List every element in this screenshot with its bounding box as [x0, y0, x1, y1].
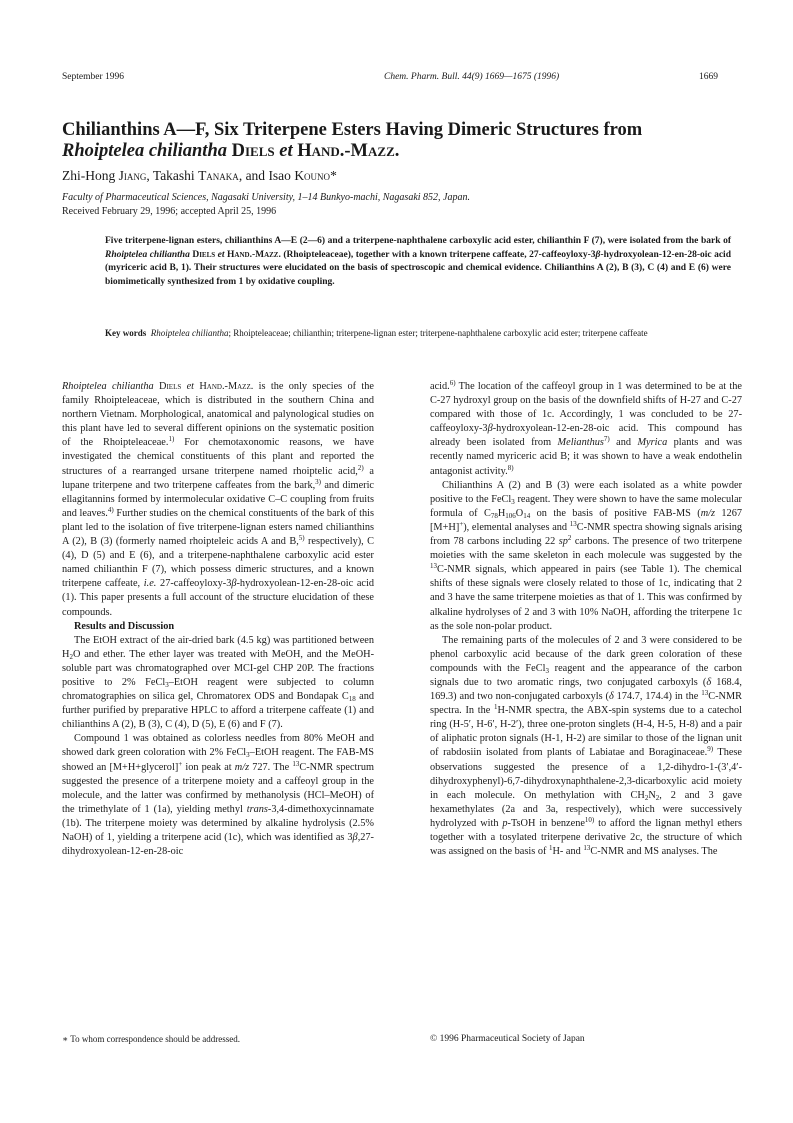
- subscript: 2: [655, 793, 660, 802]
- et: et: [186, 381, 195, 392]
- title-authority-diels: Diels: [231, 141, 275, 161]
- text: and: [609, 437, 638, 449]
- title-authority-hand: Hand.-Mazz.: [297, 141, 400, 161]
- superscript: 2: [567, 534, 572, 543]
- subscript: 14: [523, 511, 531, 520]
- abstract-authority: Diels: [189, 249, 218, 260]
- keywords: [105, 327, 731, 340]
- ref-mark: 8): [507, 463, 514, 472]
- abstract-text: (Rhoipteleaceae), together with a known triterpene caffeate, 27-caffeoyloxy-3: [280, 249, 596, 260]
- header-journal: Chem. Pharm. Bull. 44(9) 1669—1675 (1996): [384, 72, 560, 82]
- subscript: 78: [490, 511, 498, 520]
- correspondence-footnote: ∗ To whom correspondence should be addressed.: [62, 1034, 241, 1044]
- header-page-number: 1669: [699, 72, 718, 82]
- beta: β: [352, 832, 358, 843]
- sp: sp: [558, 536, 568, 548]
- intro-paragraph: [62, 380, 374, 620]
- keywords-label: Key words: [105, 328, 147, 338]
- ref-mark: 2): [357, 463, 364, 472]
- delta: δ: [608, 691, 614, 703]
- subscript: 2: [69, 652, 73, 661]
- chilianthins-ab-paragraph: [430, 479, 742, 634]
- subscript: 3: [511, 497, 515, 506]
- section-heading: Results and Discussion: [74, 620, 175, 632]
- trans: trans: [246, 803, 268, 815]
- keywords-list: ; Rhoipteleaceae; chilianthin; triterpene-lignan ester; triterpene-naphthalene carboxylic acid ester; triterpene caffeate: [228, 328, 648, 338]
- text: The remaining parts of the molecules of 2 and 3 were considered to be phenol carboxylic acid because of the dark green coloration of these compounds with the FeCl: [430, 634, 742, 674]
- subscript: 3: [246, 751, 250, 760]
- superscript: 13: [292, 759, 300, 768]
- superscript: 1: [494, 703, 498, 712]
- subscript: 3: [165, 680, 169, 689]
- superscript: +: [178, 759, 183, 768]
- beta: β: [231, 578, 237, 590]
- text: and further purified by preparative HPLC to afford a triterpene caffeate (1) and chilianthins A (2), B (3), C (4), D (5), E (6) and F (7).: [62, 691, 374, 731]
- text: C-NMR spectrum suggested the presence of a triterpene moiety and a caffeoyl group in the molecule, and the latter was confirmed by methanolysis (HCl–MeOH) of the trimethylate of 1 (1a), yielding methyl: [62, 761, 374, 815]
- mz: m/z: [234, 761, 250, 773]
- author-family: Tanaka: [198, 168, 239, 183]
- title-line1: Chilianthins A—F, Six Triterpene Esters Having Dimeric Structures from: [62, 120, 643, 140]
- text: -hydroxyolean-12-en-28-oic acid (1). This paper presents a full account of the structure elucidation of these compounds.: [62, 578, 374, 618]
- corresponding-mark: *: [330, 168, 337, 183]
- ref-mark: 1): [168, 435, 175, 444]
- ie: i.e.: [143, 578, 157, 590]
- text: C-NMR spectra showing signals arising from 78 carbons including 22: [430, 521, 742, 548]
- superscript: 1: [548, 844, 553, 853]
- genus-name: Myrica: [637, 437, 668, 449]
- superscript: 13: [701, 689, 709, 698]
- text: ion peak at: [182, 761, 235, 773]
- ref-mark: 7): [603, 435, 610, 444]
- title-authority-et: et: [279, 141, 293, 161]
- author-list: [62, 168, 337, 184]
- abstract-text: Five triterpene-lignan esters, chilianthins A—E (2—6) and a triterpene-naphthalene carboxylic acid ester, chilianthin F (7), were isolated from the bark of: [105, 236, 731, 246]
- text: ), elemental analyses and: [463, 521, 570, 533]
- subscript: 3: [545, 666, 549, 675]
- text: 174.7, 174.4) in the: [613, 691, 702, 703]
- right-column: [430, 380, 742, 859]
- text: reagent. They were shown to have the same molecular formula of C: [430, 493, 742, 519]
- text: respectively), C (4), D (5) and E (6), and a triterpene-naphthalene carboxylic acid ester named chilianthin F (7), which possess dimeric structures, and a known triterpene caffeate,: [62, 536, 374, 590]
- author-family: Jiang: [118, 168, 147, 183]
- text: on the basis of positive FAB-MS (: [530, 507, 701, 519]
- text: For chemotaxonomic reasons, we have investigated the chemical constituents of this plant and reported the structures of a rearranged ursane triterpene named rhoiptelic acid,: [62, 437, 374, 477]
- header-date: September 1996: [62, 72, 125, 82]
- text: C-NMR spectra. In the: [430, 691, 742, 717]
- text: H: [497, 507, 506, 519]
- text: -TsOH in benzene: [507, 817, 585, 829]
- text: carbons. The presence of two triterpene moieties with the same skeleton in each molecule was suggested by the: [430, 536, 742, 562]
- text: N: [648, 789, 656, 801]
- text: is the only species of the family Rhoipteleaceae, which is distributed in the southern China and northern Vietnam. Morphological, anatomical and palynological studies on this plant have led to several different opinions on the systematic position of the Rhoipteleaceae.: [62, 381, 374, 449]
- text: -3,4-dimethoxycinnamate (1b). The triterpene moiety was determined by alkaline hydrolysis (2.5% NaOH) of 1, yielding a triterpene acid (1c), which was identified as 3: [62, 803, 374, 843]
- text: acid.: [430, 381, 450, 392]
- text: The EtOH extract of the air-dried bark (4.5 kg) was partitioned between H: [62, 634, 374, 660]
- text: 27-caffeoyloxy-3: [156, 578, 232, 590]
- paper-title: [62, 120, 742, 162]
- subscript: 2: [644, 793, 649, 802]
- superscript: 13: [430, 562, 437, 571]
- superscript: +: [459, 519, 464, 528]
- author-sep: , and: [238, 168, 269, 183]
- ref-mark: 5): [298, 534, 305, 543]
- text: The location of the caffeoyl group in 1 was determined to be at the C-27 hydroxyl group on the basis of the downfield shifts of H-27 and C-27 compared with those of 1c. Accordingly, 1 was concluded to be 27-caffeoyloxy-3: [430, 381, 742, 435]
- subscript: 106: [505, 511, 516, 520]
- abstract-species: Rhoiptelea chiliantha: [105, 249, 190, 260]
- affiliation: Faculty of Pharmaceutical Sciences, Nagasaki University, 1–14 Bunkyo-machi, Nagasaki 852, Japan.: [62, 192, 470, 203]
- text: Further studies on the chemical constituents of the bark of this plant led to the isolation of five triterpene-lignan esters named chilianthins A (2), B (3) (formerly named rhoipteleic acids A and B,: [62, 507, 375, 548]
- subscript: 18: [348, 695, 356, 704]
- abstract: [105, 235, 731, 289]
- text: –EtOH reagent were subjected to column chromatographies on silica gel, Chromatorex ODS and Bondapak C: [62, 676, 375, 703]
- text: plants and was recently named myriceric acid B; it was shown to have a weak endothelin antagonist activity.: [430, 437, 743, 477]
- author-sep: ,: [146, 168, 153, 183]
- text: a lupane triterpene and two triterpene caffeates from the bark,: [62, 465, 374, 491]
- text: –EtOH reagent. The FAB-MS showed an [M+H+glycerol]: [62, 747, 374, 773]
- continued-paragraph: [430, 380, 742, 479]
- abstract-beta: β: [595, 249, 601, 260]
- remaining-parts-paragraph: [430, 634, 742, 860]
- ref-mark: 3): [315, 477, 322, 486]
- superscript: 13: [583, 844, 591, 853]
- compound1-paragraph: [62, 732, 374, 859]
- beta: β: [487, 423, 493, 435]
- mz: m/z: [700, 507, 715, 519]
- ref-mark: 6): [449, 379, 456, 387]
- text: O and ether. The ether layer was treated with MeOH, and the MeOH-soluble part was chromatographed over MCI-gel CHP 20P. The fractions positive to 2% FeCl: [62, 648, 374, 688]
- text: Chilianthins A (2) and B (3) were each isolated as a white powder positive to the FeCl: [430, 479, 742, 505]
- superscript: 13: [569, 519, 577, 528]
- species-name: Rhoiptelea chiliantha: [62, 381, 154, 392]
- text: H-NMR spectra, the ABX-spin systems due to a catechol ring (H-5′, H-6′, H-2′), three one-proton singlets (H-4, H-5, H-8) and a pair of aliphatic proton signals (H-1, H-2) are similar to those of the lignan unit of rabdosiin isolated from plants of Labiatae and Boraginaceae.: [430, 705, 742, 759]
- text: 168.4, 169.3) and two non-conjugated carboxyls (: [430, 676, 742, 703]
- author-family: Kouno: [294, 168, 331, 183]
- authority: Hand.-Mazz.: [194, 381, 254, 392]
- abstract-text: -hydroxyolean-12-en-28-oic acid (myriceric acid B, 1). Their structures were elucidated on the basis of spectroscopic and chemical evidence. Chilianthins A (2), B (3), C (4) and E (6) were biomimetically synthesized from 1 by oxidative coupling.: [105, 249, 731, 287]
- received-dates: Received February 29, 1996; accepted April 25, 1996: [62, 206, 277, 217]
- title-species: Rhoiptelea chiliantha: [62, 141, 227, 161]
- delta: δ: [706, 676, 712, 688]
- author-given: Zhi-Hong: [62, 168, 119, 183]
- text: to afford the lignan methyl ethers together with a tosylated triterpene derivative 2c, the structure of which was assigned on the basis of: [430, 817, 742, 858]
- text: reagent and the appearance of the carbon signals due to two aromatic rings, two conjugated carboxyls (: [430, 662, 742, 688]
- ref-mark: 10): [584, 815, 595, 824]
- text: 727. The: [249, 761, 293, 773]
- genus-name: Melianthus: [557, 437, 604, 449]
- text: and dimeric ellagitannins formed by intermolecular oxidative C–C coupling from fruits and leaves.: [62, 479, 374, 519]
- text: ,27-dihydroxyolean-12-en-28-oic: [62, 832, 374, 858]
- left-column: [62, 380, 374, 859]
- copyright-notice: © 1996 Pharmaceutical Society of Japan: [430, 1034, 585, 1044]
- extraction-paragraph: [62, 634, 374, 733]
- text: , 2 and 3 gave hexamethylates (2a and 3a, respectively), which were successively hydrolyzed with: [430, 789, 742, 829]
- text: O: [515, 507, 524, 519]
- para: p: [502, 817, 508, 829]
- keyword-species: Rhoiptelea chiliantha: [150, 328, 229, 338]
- ref-mark: 9): [707, 745, 714, 754]
- text: C-NMR and MS analyses. The: [590, 846, 718, 858]
- author-given: Takashi: [152, 168, 199, 183]
- authority: Diels: [153, 381, 187, 392]
- text: Compound 1 was obtained as colorless needles from 80% MeOH and showed dark green coloration with 2% FeCl: [62, 733, 374, 759]
- abstract-et: et: [217, 249, 225, 260]
- text: C-NMR signals, which appeared in pairs (see Table 1). The chemical shifts of these signals were closely related to those of 1c, indicating that 2 and 3 have the same triterpene moieties as that of 1. This was confirmed by alkaline hydrolyses of 2 and 3 with 10% NaOH, affording the triterpene 1c as the sole non-polar product.: [430, 564, 742, 632]
- text: H- and: [552, 846, 584, 858]
- text: 1267 [M+H]: [430, 507, 742, 533]
- ref-mark: 4): [107, 505, 114, 514]
- text: -hydroxyolean-12-en-28-oic acid. This compound has already been isolated from: [430, 423, 742, 449]
- abstract-authority: Hand.-Mazz.: [224, 249, 281, 260]
- text: These observations suggested the presence of a 1,2-dihydro-1-(3′,4′-dihydroxyphenyl)-6,7-dihydroxynaphthalene-2,3-dicarboxylic acid moiety in each molecule. On methylation with CH: [430, 747, 742, 801]
- author-given: Isao: [268, 168, 295, 183]
